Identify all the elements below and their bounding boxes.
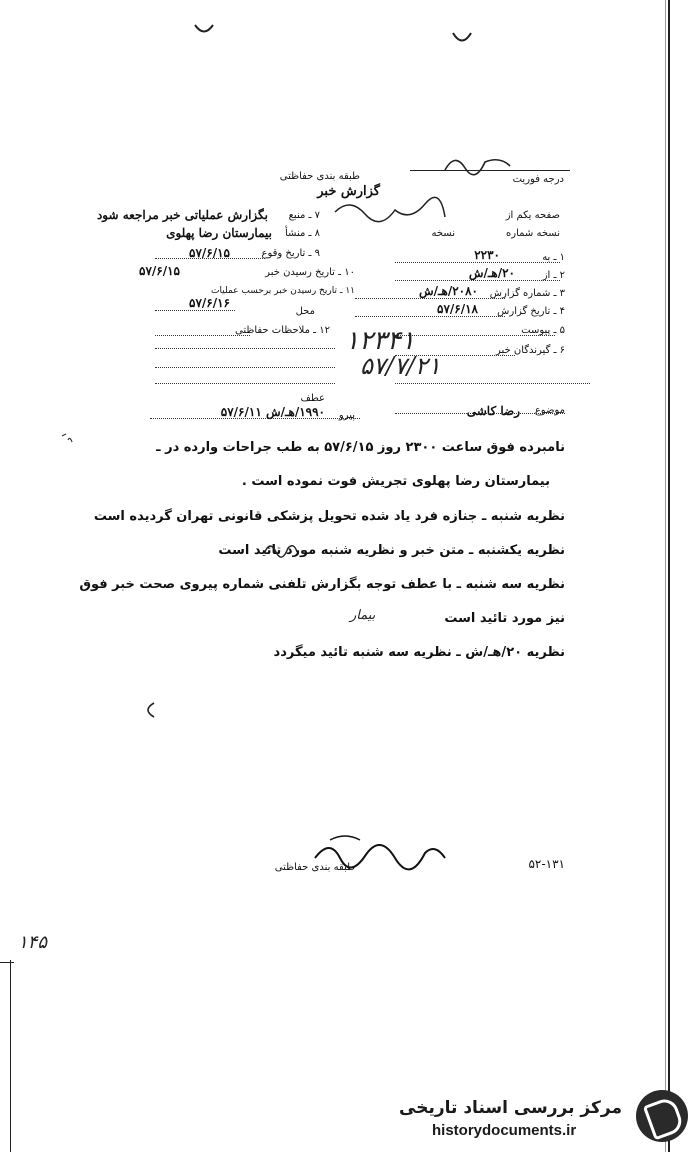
page-edge-right-shadow — [665, 0, 666, 1152]
field-received-date-label: ۱۰ ـ تاریخ رسیدن خبر — [265, 267, 355, 278]
classification-label: طبقه بندی حفاظتی — [279, 171, 360, 182]
copies-label: نسخه — [431, 228, 455, 239]
stray-mark — [140, 700, 158, 720]
punch-hole-mark — [450, 30, 474, 48]
field-attachment-label: ۵ ـ پیوست — [521, 325, 565, 336]
margin-page-number: ۱۴۵ — [18, 932, 48, 953]
field-recipients-label: ۶ ـ گیرندگان خبر — [495, 345, 565, 356]
field-security-notes-line — [155, 335, 250, 336]
margin-mark — [60, 432, 76, 446]
watermark-logo-icon — [636, 1090, 688, 1142]
body-line-6: نیز مورد تائید است — [444, 611, 565, 626]
body-line-5: نظریه سه شنبه ـ با عطف توجه بگزارش تلفنی شماره پیروی صحت خبر فوق — [79, 577, 565, 592]
field-source-label: ۷ ـ منبع — [288, 210, 320, 221]
handwritten-file-date: ۵۷/۷/۲۱ — [360, 352, 441, 380]
reference-prefix: پیرو — [338, 410, 355, 421]
body-line-7: نظریه ۲۰/هـ/ش ـ نظریه سه شنبه تائید میگردد — [273, 645, 565, 660]
subject-line — [395, 413, 565, 414]
field-occurrence-date-value: ۵۷/۶/۱۵ — [189, 246, 230, 260]
page-edge-tick — [0, 962, 14, 963]
field-occurrence-date-label: ۹ ـ تاریخ وقوع — [261, 248, 320, 259]
field-received-ops-value: ۵۷/۶/۱۶ — [189, 296, 230, 310]
field-recipients-line-2 — [395, 383, 590, 384]
field-attachment-line — [395, 335, 555, 336]
field-security-notes-label: ۱۲ ـ ملاحظات حفاظتی — [235, 325, 330, 336]
field-origin-value: بیمارستان رضا پهلوی — [166, 226, 272, 240]
subject-label: موضوع — [534, 405, 565, 416]
punch-hole-mark — [192, 22, 216, 38]
handwritten-priority-mark — [440, 150, 520, 178]
watermark-title: مرکز بررسی اسناد تاریخی — [399, 1098, 622, 1118]
field-received-ops-label: ۱۱ ـ تاریخ رسیدن خبر برحسب عملیات — [211, 286, 355, 296]
handwritten-scribble — [330, 192, 450, 232]
body-line-4: نظریه یکشنبه ـ متن خبر و نظریه شنبه مورد تائید است — [218, 543, 565, 558]
field-to-line — [395, 262, 560, 263]
watermark-url: historydocuments.ir — [432, 1122, 577, 1139]
field-from-label: ۲ ـ از — [542, 270, 565, 281]
field-received-ops-line — [155, 310, 235, 311]
field-report-date-value: ۵۷/۶/۱۸ — [437, 302, 478, 316]
subject-value: رضا کاشی — [466, 404, 520, 418]
field-report-number-value: ۲۰۸۰/هـ/ش — [418, 284, 478, 298]
field-security-notes-line-3 — [155, 367, 335, 368]
copy-number-label: نسخه شماره — [506, 228, 560, 239]
page-label: صفحه یکم از — [505, 210, 560, 221]
field-report-number-line — [355, 298, 505, 299]
page-edge-left — [10, 960, 11, 1152]
footer-classification-label: طبقه بندی حفاظتی — [274, 862, 355, 873]
reference-line — [150, 418, 360, 419]
field-received-date-value: ۵۷/۶/۱۵ — [139, 264, 180, 278]
field-source-value: بگزارش عملیاتی خبر مراجعه شود — [96, 208, 268, 222]
form-number: ۵۲-۱۳۱ — [528, 857, 565, 871]
field-to-label: ۱ ـ به — [542, 252, 565, 263]
page-edge-right — [668, 0, 670, 1152]
field-location-label: محل — [295, 306, 315, 317]
report-title: گزارش خبر — [317, 184, 380, 199]
priority-label: درجه فوریت — [512, 174, 564, 185]
reference-label: عطف — [300, 393, 325, 404]
field-report-number-label: ۳ ـ شماره گزارش — [489, 288, 565, 299]
handwritten-file-number: ۱۲۳۴۱ — [345, 326, 415, 356]
field-security-notes-line-4 — [155, 383, 335, 384]
field-from-value: ۲۰/هـ/ش — [468, 266, 515, 280]
field-report-date-line — [355, 316, 505, 317]
body-line-1: نامبرده فوق ساعت ۲۳۰۰ روز ۵۷/۶/۱۵ به طب جراحات وارده در ـ — [156, 440, 565, 455]
field-to-value: ۲۲۳۰ — [474, 248, 500, 262]
field-origin-label: ۸ ـ منشأ — [284, 228, 320, 239]
handwritten-signature-note: بیمار — [350, 608, 376, 623]
handwritten-initial — [262, 538, 300, 560]
field-from-line — [395, 280, 560, 281]
reference-value: ۱۹۹۰/هـ/ش ۵۷/۶/۱۱ — [220, 405, 325, 419]
field-report-date-label: ۴ ـ تاریخ گزارش — [497, 306, 565, 317]
body-line-3: نظریه شنبه ـ جنازه فرد یاد شده تحویل پزشکی قانونی تهران گردیده است — [93, 509, 565, 524]
body-line-2: بیمارستان رضا پهلوی تجریش فوت نموده است . — [241, 474, 550, 489]
field-security-notes-line-2 — [155, 348, 335, 349]
